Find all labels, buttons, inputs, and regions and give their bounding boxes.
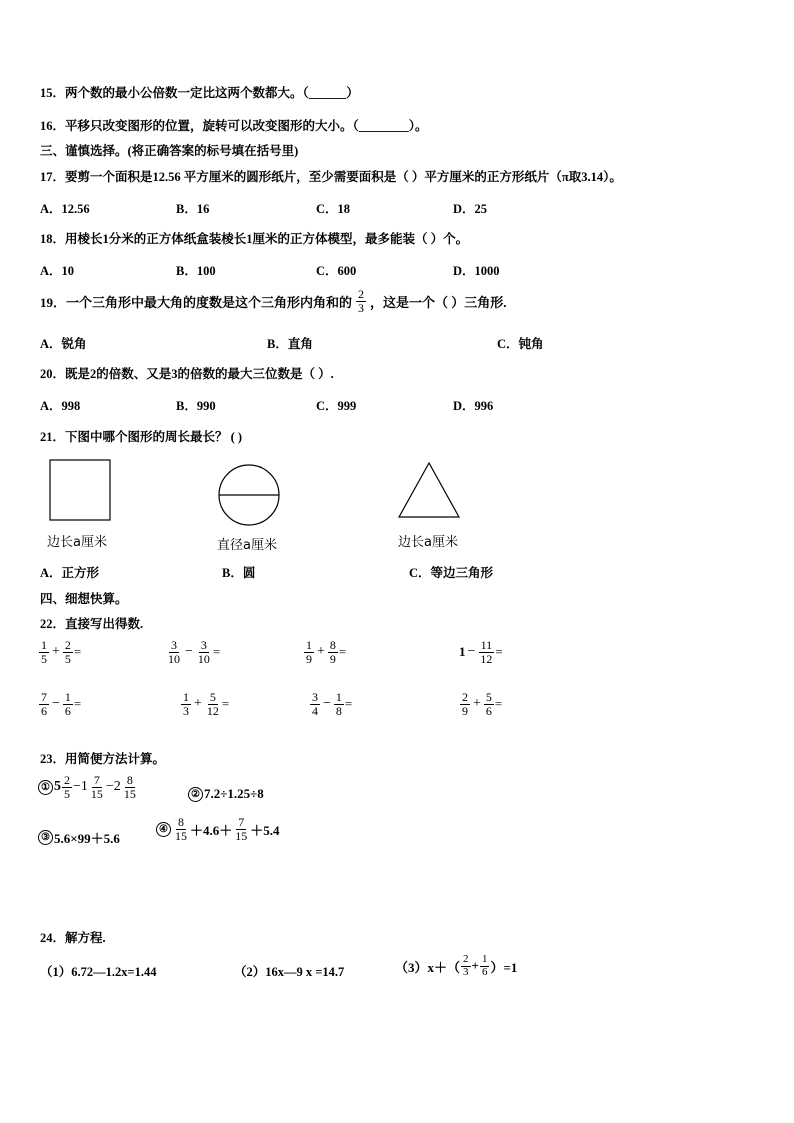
q17-option-d: D．25 bbox=[453, 202, 488, 216]
circled-number-1: ① bbox=[38, 780, 53, 795]
equals-sign: = bbox=[344, 696, 353, 712]
denominator: 9 bbox=[306, 651, 312, 666]
q22-item-4 bbox=[459, 639, 503, 665]
circled-number-2: ② bbox=[188, 787, 203, 802]
denominator: 5 bbox=[64, 786, 70, 801]
equals-sign: = bbox=[221, 696, 230, 712]
triangle-caption: 边长a厘米 bbox=[398, 535, 458, 550]
question-23: 23．用简便方法计算。 bbox=[40, 752, 166, 766]
whole-number: 5 bbox=[54, 779, 61, 795]
expression: 7.2÷1.25÷8 bbox=[204, 786, 264, 801]
numerator: 2 bbox=[463, 953, 469, 965]
denominator: 10 bbox=[168, 651, 180, 666]
denominator: 9 bbox=[329, 651, 336, 666]
q21-option-b: B．圆 bbox=[222, 566, 256, 580]
denominator: 5 bbox=[64, 651, 71, 666]
q23-item-4 bbox=[156, 816, 280, 842]
circled-number-4: ④ bbox=[156, 822, 171, 837]
denominator: 8 bbox=[335, 703, 342, 718]
question-18: 18．用棱长1分米的正方体纸盒装棱长1厘米的正方体模型，最多能装（ ）个。 bbox=[40, 232, 469, 246]
q20-option-b: B．990 bbox=[176, 399, 216, 413]
denominator: 6 bbox=[481, 965, 488, 978]
denominator: 6 bbox=[41, 703, 47, 718]
numerator: 8 bbox=[126, 773, 133, 787]
q21-option-a: A．正方形 bbox=[40, 566, 100, 580]
whole-number: 1 bbox=[459, 644, 466, 660]
square-caption: 边长a厘米 bbox=[47, 535, 107, 550]
operator: − bbox=[52, 696, 60, 712]
denominator: 3 bbox=[183, 703, 189, 718]
numerator: 1 bbox=[335, 690, 342, 704]
q23-item-1 bbox=[38, 774, 139, 800]
numerator: 8 bbox=[178, 815, 184, 829]
circled-number-3: ③ bbox=[38, 830, 53, 845]
question-19 bbox=[40, 288, 507, 314]
numerator: 1 bbox=[306, 638, 312, 652]
numerator: 8 bbox=[329, 638, 336, 652]
numerator: 5 bbox=[209, 690, 216, 704]
operator-term: −2 bbox=[105, 779, 121, 795]
section-heading-4: 四、细想快算。 bbox=[40, 592, 128, 606]
expression: 5.6×99＋5.6 bbox=[54, 831, 120, 846]
numerator: 3 bbox=[312, 690, 318, 704]
equation-3 bbox=[395, 954, 517, 978]
numerator: 7 bbox=[238, 815, 245, 829]
numerator: 1 bbox=[64, 690, 71, 704]
denominator: 4 bbox=[312, 703, 318, 718]
operator: + bbox=[317, 644, 325, 660]
triangle-figure bbox=[399, 463, 459, 517]
q17-option-b: B．16 bbox=[176, 202, 210, 216]
denominator: 10 bbox=[197, 651, 210, 666]
q19-denominator: 3 bbox=[358, 300, 365, 315]
equals-sign: = bbox=[73, 696, 82, 712]
q18-option-d: D．1000 bbox=[453, 264, 500, 278]
question-17: 17．要剪一个面积是12.56 平方厘米的圆形纸片，至少需要面积是（ ）平方厘米的正方形纸片（π取3.14）。 bbox=[40, 170, 622, 184]
q20-option-c: C．999 bbox=[316, 399, 357, 413]
equation-2: （2）16x—9 x =14.7 bbox=[234, 965, 345, 979]
question-21: 21．下图中哪个图形的周长最长？ ( ) bbox=[40, 430, 243, 444]
q20-option-a: A．998 bbox=[40, 399, 81, 413]
q22-item-5 bbox=[38, 691, 81, 717]
question-16: 16．平移只改变图形的位置，旋转可以改变图形的大小。（________）。 bbox=[40, 119, 428, 133]
numerator: 2 bbox=[462, 690, 468, 704]
q17-option-a: A．12.56 bbox=[40, 202, 90, 216]
numerator: 1 bbox=[41, 638, 47, 652]
q19-option-c: C．钝角 bbox=[497, 337, 544, 351]
numerator: 3 bbox=[171, 638, 177, 652]
q19-option-a: A．锐角 bbox=[40, 337, 87, 351]
q23-item-2 bbox=[188, 786, 264, 802]
numerator: 7 bbox=[93, 773, 100, 787]
q22-item-1 bbox=[38, 639, 81, 665]
equals-sign: = bbox=[212, 644, 221, 660]
expression-tail: ＋5.4 bbox=[250, 822, 280, 838]
numerator: 2 bbox=[64, 773, 70, 787]
equation-text: （3）x＋（ bbox=[395, 959, 461, 975]
q19-option-b: B．直角 bbox=[267, 337, 313, 351]
numerator: 11 bbox=[480, 638, 493, 652]
operator: + bbox=[52, 644, 60, 660]
q17-option-c: C．18 bbox=[316, 202, 351, 216]
q21-figures bbox=[40, 455, 520, 535]
operator-term: −1 bbox=[73, 779, 88, 795]
q18-option-b: B．100 bbox=[176, 264, 216, 278]
numerator: 3 bbox=[200, 638, 207, 652]
question-24: 24．解方程. bbox=[40, 931, 106, 945]
q20-option-d: D．996 bbox=[453, 399, 494, 413]
equals-sign: = bbox=[495, 644, 503, 660]
question-15: 15．两个数的最小公倍数一定比这两个数都大。（______） bbox=[40, 86, 359, 100]
equals-sign: = bbox=[338, 644, 347, 660]
denominator: 15 bbox=[235, 828, 248, 843]
q19-numerator: 2 bbox=[358, 287, 365, 301]
denominator: 5 bbox=[41, 651, 47, 666]
numerator: 2 bbox=[64, 638, 71, 652]
equation-text: ）=1 bbox=[490, 959, 518, 975]
q18-option-a: A．10 bbox=[40, 264, 75, 278]
operator: + bbox=[473, 696, 481, 712]
equals-sign: = bbox=[494, 696, 503, 712]
circle-figure bbox=[219, 465, 279, 525]
numerator: 1 bbox=[481, 953, 488, 965]
square-figure bbox=[50, 460, 110, 520]
q19-text-pre: 19．一个三角形中最大角的度数是这个三角形内角和的 bbox=[40, 294, 353, 310]
q21-option-c: C．等边三角形 bbox=[409, 566, 494, 580]
numerator: 5 bbox=[485, 690, 492, 704]
denominator: 9 bbox=[462, 703, 468, 718]
q23-item-3 bbox=[38, 828, 120, 847]
q22-item-6 bbox=[180, 691, 229, 717]
q22-item-7 bbox=[309, 691, 352, 717]
operator: − bbox=[323, 696, 331, 712]
operator: − bbox=[467, 644, 476, 660]
equation-1: （1）6.72—1.2x=1.44 bbox=[40, 965, 157, 979]
q22-item-3 bbox=[303, 639, 346, 665]
q18-option-c: C．600 bbox=[316, 264, 357, 278]
question-20: 20．既是2的倍数、又是3的倍数的最大三位数是（ ）. bbox=[40, 367, 334, 381]
q19-fraction bbox=[356, 288, 366, 314]
denominator: 15 bbox=[90, 786, 103, 801]
equals-sign: = bbox=[73, 644, 82, 660]
numerator: 1 bbox=[183, 690, 189, 704]
circle-caption: 直径a厘米 bbox=[217, 538, 277, 553]
denominator: 15 bbox=[175, 828, 187, 843]
operator: − bbox=[185, 644, 193, 660]
expression-middle: ＋4.6＋ bbox=[190, 822, 233, 838]
denominator: 12 bbox=[480, 651, 493, 666]
denominator: 15 bbox=[123, 786, 136, 801]
q22-item-8 bbox=[459, 691, 502, 717]
operator: + bbox=[194, 696, 202, 712]
denominator: 6 bbox=[64, 703, 71, 718]
question-22: 22．直接写出得数. bbox=[40, 617, 144, 631]
numerator: 7 bbox=[41, 690, 47, 704]
section-heading-3: 三、谨慎选择。(将正确答案的标号填在括号里) bbox=[40, 144, 299, 158]
denominator: 6 bbox=[485, 703, 492, 718]
denominator: 12 bbox=[206, 703, 219, 718]
q19-text-post: ，这是一个（ ）三角形. bbox=[370, 294, 507, 310]
operator: + bbox=[471, 958, 479, 974]
q22-item-2 bbox=[165, 639, 220, 665]
denominator: 3 bbox=[463, 965, 469, 978]
